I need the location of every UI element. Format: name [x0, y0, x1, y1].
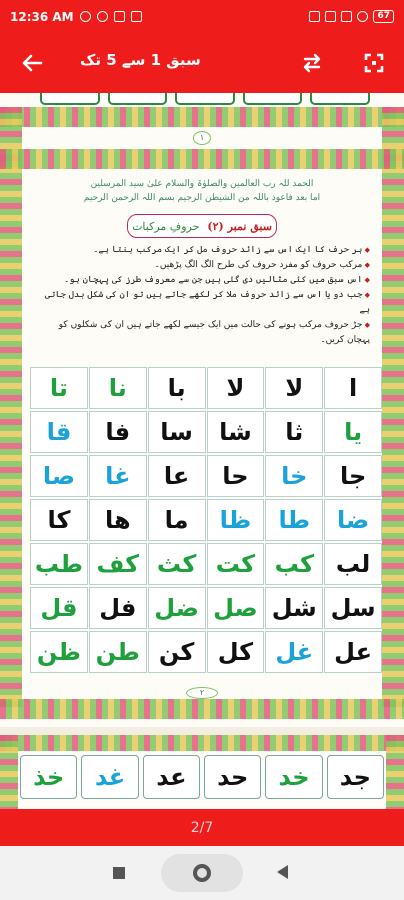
letter-cell: ظن	[30, 631, 88, 673]
letter-cell: شا	[207, 411, 265, 453]
letter-cell: صا	[30, 455, 88, 497]
letter-cell: عل	[324, 631, 382, 673]
next-page-border-left	[0, 735, 18, 809]
letter-cell: كل	[207, 631, 265, 673]
letter-cell: سا	[148, 411, 206, 453]
letter-cell: خا	[265, 455, 323, 497]
letter-cell: عد	[143, 755, 200, 799]
swap-button[interactable]	[296, 47, 328, 79]
page-title: سبق 1 سے 5 تک	[80, 51, 201, 69]
note-item: ◆ اس سبق میں کئی مثالیں دی گئی ہیں جن سے معروف طرز کی پہچان ہو۔	[40, 273, 370, 288]
page-separator	[0, 727, 404, 735]
previous-page-row	[40, 93, 370, 105]
swap-arrows-icon	[301, 52, 323, 74]
letter-cell: نا	[89, 367, 147, 409]
letter-grid	[30, 367, 382, 673]
letter-cell: ها	[89, 499, 147, 541]
status-time: 12:36 AM	[10, 9, 74, 24]
letter-cell: ضل	[148, 587, 206, 629]
letter-cell: ظا	[207, 499, 265, 541]
page-border-left	[0, 107, 22, 707]
next-page-border-right	[386, 735, 404, 809]
note-item: ◆ جب دو یا اس سے زائد حروف ملا کر لکھے جاتے ہیں تو ان کی شکل بدل جاتی ہے	[40, 288, 370, 318]
letter-cell: خد	[265, 755, 322, 799]
letter-cell: جا	[324, 455, 382, 497]
letter-cell: شل	[265, 587, 323, 629]
page-number: ۲	[186, 687, 218, 699]
wifi-icon	[357, 11, 368, 22]
headset-icon	[97, 11, 108, 22]
letter-cell: كب	[265, 543, 323, 585]
lesson-notes	[40, 243, 370, 348]
letter-cell: طن	[89, 631, 147, 673]
lesson-label: سبق نمبر (۲)	[207, 219, 272, 233]
letter-cell: عا	[148, 455, 206, 497]
letter-cell: ثا	[265, 411, 323, 453]
page-border-right	[382, 107, 404, 707]
letter-cell: ضا	[324, 499, 382, 541]
letter-cell: غا	[89, 455, 147, 497]
letter-cell: كث	[148, 543, 206, 585]
back-button[interactable]	[16, 47, 48, 79]
letter-cell: طب	[30, 543, 88, 585]
next-page-border	[0, 735, 404, 751]
note-item: ◆ مرکب حروف کو مفرد حروف کی طرح الگ الگ پڑھیں۔	[40, 258, 370, 273]
letter-cell: قل	[30, 587, 88, 629]
fullscreen-button[interactable]	[358, 47, 390, 79]
letter-cell: قا	[30, 411, 88, 453]
letter-cell: ما	[148, 499, 206, 541]
letter-cell: يا	[324, 411, 382, 453]
page-indicator: 2/7	[0, 809, 404, 846]
header-line-2: اما بعد فاعوذ باللہ من الشیطن الرجیم بسم اللہ الرحمن الرحیم	[83, 193, 321, 203]
system-back-button[interactable]	[277, 865, 288, 879]
letter-cell: سل	[324, 587, 382, 629]
page-border-inner-top	[0, 149, 404, 169]
letter-cell: حد	[204, 755, 261, 799]
alarm-icon	[80, 11, 91, 22]
home-button[interactable]	[161, 854, 243, 892]
letter-cell: كن	[148, 631, 206, 673]
app-bar	[0, 33, 404, 93]
header-line-1: الحمد للہ رب العالمین والصلوٰۃ والسلام علیٰ سید المرسلین	[90, 179, 314, 189]
letter-cell: كف	[89, 543, 147, 585]
letter-cell: لب	[324, 543, 382, 585]
vibrate-icon	[325, 11, 336, 22]
letter-cell: غل	[265, 631, 323, 673]
recent-apps-button[interactable]	[113, 867, 125, 879]
letter-cell: فل	[89, 587, 147, 629]
letter-cell: خذ	[20, 755, 77, 799]
letter-cell: حا	[207, 455, 265, 497]
trash-icon	[114, 11, 125, 22]
letter-cell: لا	[207, 367, 265, 409]
lesson-title	[127, 214, 277, 238]
letter-cell: طا	[265, 499, 323, 541]
letter-cell: لا	[265, 367, 323, 409]
fullscreen-icon	[364, 53, 384, 73]
status-bar	[0, 0, 404, 33]
home-icon	[193, 864, 211, 882]
letter-cell: فا	[89, 411, 147, 453]
letter-cell: غد	[81, 755, 138, 799]
lesson-subtitle: حروفِ مرکبات	[132, 219, 200, 233]
page-border-bottom	[0, 699, 404, 719]
next-page-row	[20, 755, 384, 799]
battery-icon: 67	[373, 10, 394, 23]
letter-cell: كت	[207, 543, 265, 585]
signal-icon	[341, 11, 352, 22]
page-border-top	[0, 107, 404, 127]
letter-cell: جد	[327, 755, 384, 799]
system-nav-bar	[0, 846, 404, 900]
letter-cell: با	[148, 367, 206, 409]
letter-cell: ا	[324, 367, 382, 409]
previous-page-number: ۱	[193, 131, 211, 145]
note-item: ◆ ہر حرف کا ایک اس سے زائد حروف مل کر ایک مرکب بنتا ہے۔	[40, 243, 370, 258]
letter-cell: تا	[30, 367, 88, 409]
arrow-left-icon	[21, 53, 43, 73]
page-header-text	[30, 177, 374, 205]
screenshot-icon	[309, 11, 320, 22]
document-page[interactable]	[0, 93, 404, 809]
note-item: ◆ جڑ حروف مرکب ہونے کی حالت میں ایک جیسے لکھے جاتے ہیں ان کی شکلوں کو پہچان کریں۔	[40, 318, 370, 348]
checklist-icon	[131, 11, 142, 22]
letter-cell: صل	[207, 587, 265, 629]
letter-cell: كا	[30, 499, 88, 541]
